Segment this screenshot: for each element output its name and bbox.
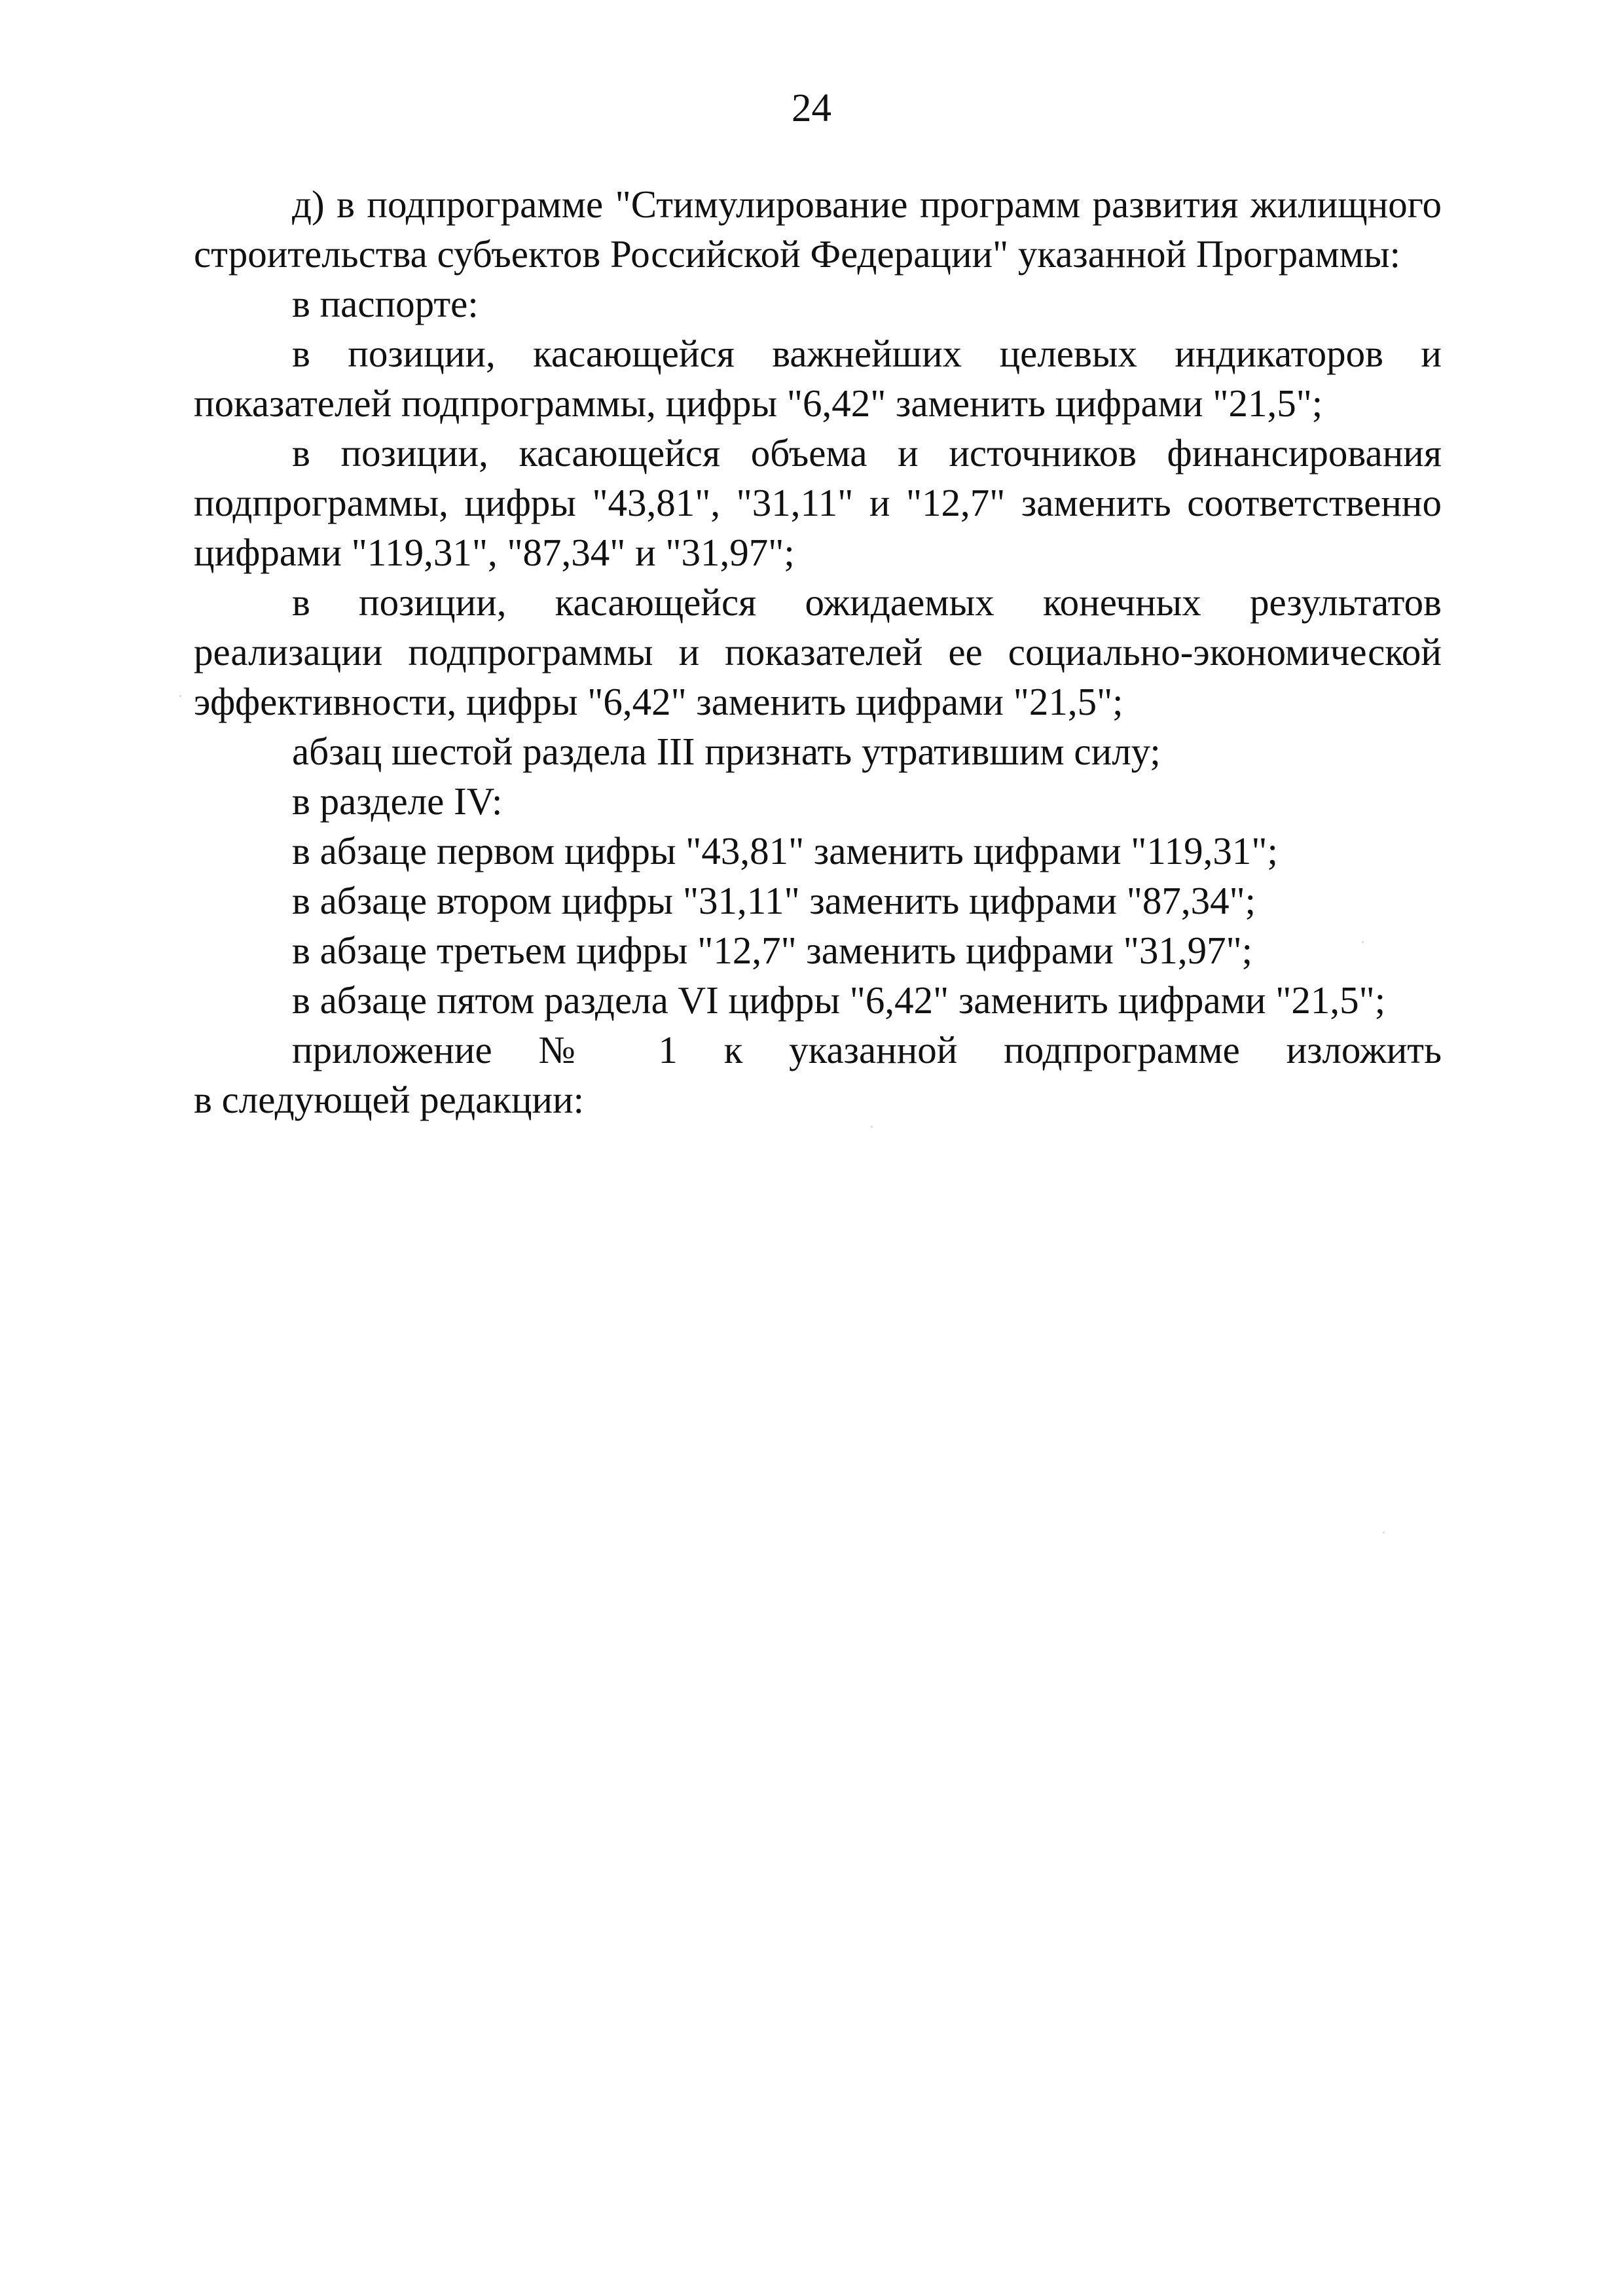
paragraph-passport: в паспорте: xyxy=(292,282,479,325)
paragraph-appendix-line-1: приложение № 1 к указанной подпрограмме изложить xyxy=(292,1028,1442,1071)
scan-speck xyxy=(179,695,181,697)
paragraph-appendix xyxy=(194,1025,1442,1124)
paragraph-section-6: в абзаце пятом раздела VI цифры "6,42" заменить цифрами "21,5"; xyxy=(292,978,1386,1022)
paragraph-section-4-third: в абзаце третьем цифры "12,7" заменить цифрами "31,97"; xyxy=(292,929,1253,972)
paragraph-section-3: абзац шестой раздела III признать утратившим силу; xyxy=(292,730,1161,773)
scan-speck xyxy=(1383,1532,1385,1534)
page-number: 24 xyxy=(792,86,831,130)
scan-speck xyxy=(871,1126,873,1128)
scan-speck xyxy=(1362,941,1364,943)
paragraph-subprogram-intro: д) в подпрограмме "Стимулирование программ развития жилищного строительства субъектов Российской Федерации" указанной Программы: xyxy=(194,183,1442,276)
paragraph-indicators: в позиции, касающейся важнейших целевых индикаторов и показателей подпрограммы, цифры "6,42" заменить цифрами "21,5"; xyxy=(194,332,1442,425)
paragraph-financing: в позиции, касающейся объема и источников финансирования подпрограммы, цифры "43,81", "31,11" и "12,7" заменить соответственно цифрами "119,31", "87,34" и "31,97"; xyxy=(194,431,1442,574)
paragraph-section-4-first: в абзаце первом цифры "43,81" заменить цифрами "119,31"; xyxy=(292,829,1278,872)
paragraph-section-4: в разделе IV: xyxy=(292,780,503,823)
paragraph-section-4-second: в абзаце втором цифры "31,11" заменить цифрами "87,34"; xyxy=(292,879,1256,922)
document-body xyxy=(194,179,1442,1124)
paragraph-appendix-line-2: в следующей редакции: xyxy=(194,1078,585,1121)
paragraph-expected-results: в позиции, касающейся ожидаемых конечных результатов реализации подпрограммы и показателей ее социально-экономической эффективности, цифры "6,42" заменить цифрами "21,5"; xyxy=(194,581,1442,723)
